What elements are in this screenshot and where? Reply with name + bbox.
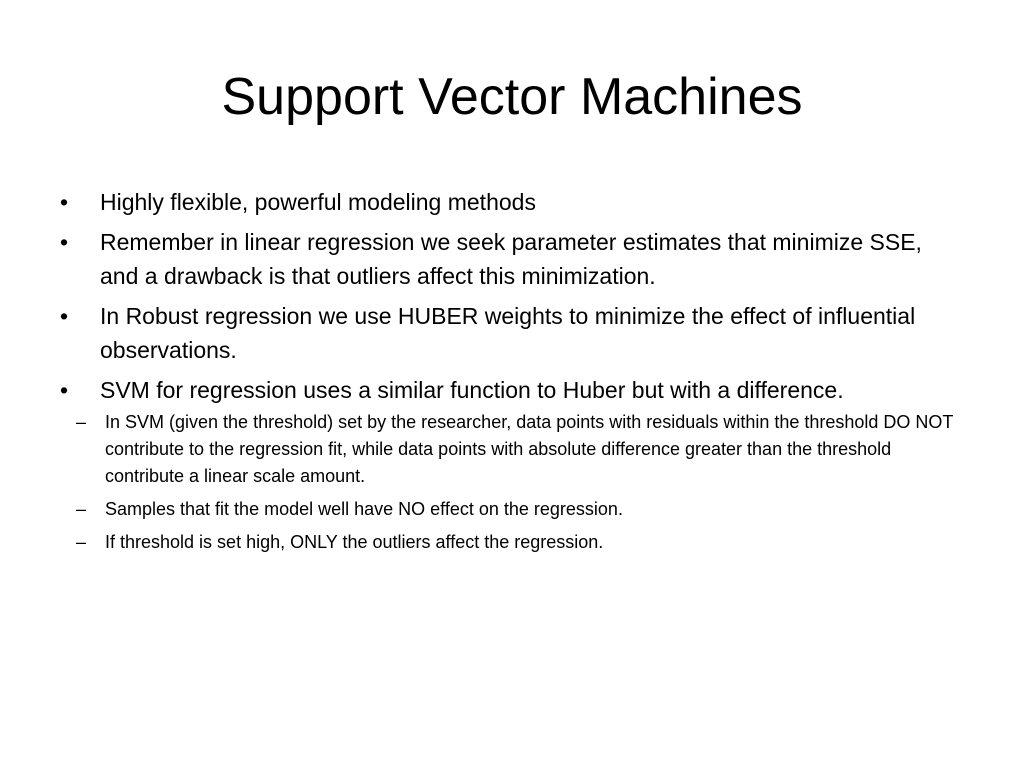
bullet-marker: • [60, 303, 69, 329]
sub-bullet-text: If threshold is set high, ONLY the outliers affect the regression. [105, 532, 604, 552]
bullet-text: In Robust regression we use HUBER weights to minimize the effect of influential observations. [100, 303, 916, 363]
sub-bullet-list [76, 409, 965, 556]
bullet-item [60, 225, 965, 293]
bullet-marker: • [60, 377, 69, 403]
sub-bullet-marker: – [76, 499, 87, 519]
sub-bullet-marker: – [76, 532, 87, 552]
bullet-marker: • [60, 229, 69, 255]
bullet-text: Highly flexible, powerful modeling methods [100, 189, 536, 215]
bullet-list [60, 185, 965, 562]
bullet-text: SVM for regression uses a similar function to Huber but with a difference. [100, 377, 844, 403]
bullet-marker: • [60, 189, 69, 215]
bullet-item [60, 373, 965, 556]
sub-bullet-item [60, 409, 965, 490]
sub-bullet-marker: – [76, 412, 87, 432]
bullet-text: Remember in linear regression we seek parameter estimates that minimize SSE, and a drawback is that outliers affect this minimization. [100, 229, 922, 289]
sub-bullet-text: In SVM (given the threshold) set by the researcher, data points with residuals within the threshold DO NOT contribute to the regression fit, while data points with absolute difference greater than the threshold contribute a linear scale amount. [105, 412, 954, 486]
sub-bullet-text: Samples that fit the model well have NO effect on the regression. [105, 499, 623, 519]
sub-bullet-item [60, 529, 965, 556]
bullet-item [60, 185, 965, 219]
slide-title: Support Vector Machines [221, 68, 803, 126]
sub-bullet-item [60, 496, 965, 523]
bullet-item [60, 299, 965, 367]
